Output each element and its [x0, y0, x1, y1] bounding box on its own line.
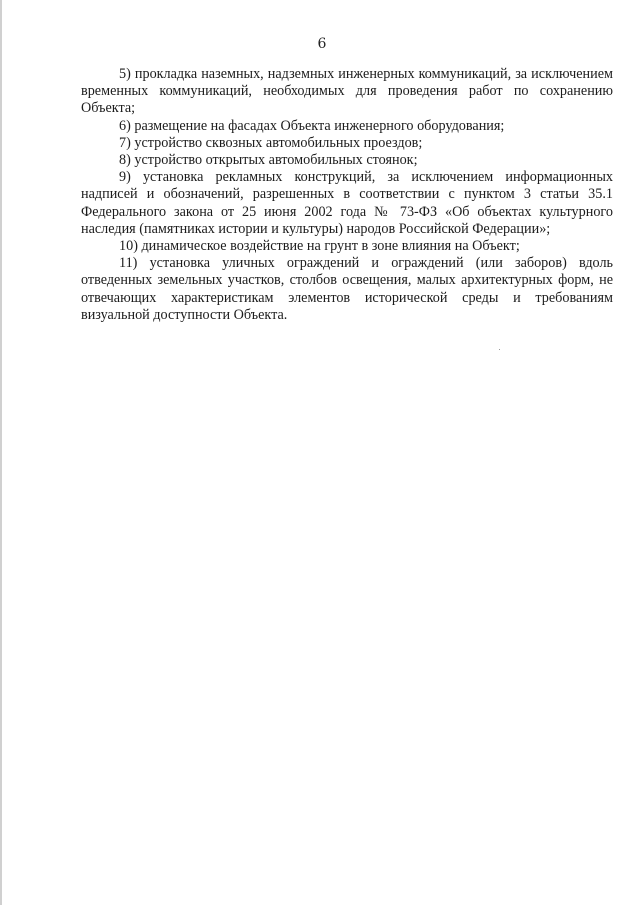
paragraph-item-7: 7) устройство сквозных автомобильных проездов; [119, 134, 423, 151]
paragraph-item-9: 9) установка рекламных конструкций, за исключением информационных надписей и обозначений, разрешенных в соответствии с пунктом 3 статьи 35.1 Федерального закона от 25 июня 2002 года № 73-ФЗ «Об объектах культурного наследия (памятниках истории и культуры) народов Российской Федерации»; [81, 169, 613, 237]
document-body [81, 66, 613, 324]
paragraph-item-6: 6) размещение на фасадах Объекта инженерного оборудования; [119, 117, 505, 134]
paragraph-item-10: 10) динамическое воздействие на грунт в зоне влияния на Объект; [119, 238, 520, 255]
scan-speck [499, 349, 500, 350]
paragraph-item-8: 8) устройство открытых автомобильных стоянок; [119, 152, 418, 169]
paragraph-item-11: 11) установка уличных ограждений и ограждений (или заборов) вдоль отведенных земельных участков, столбов освещения, малых архитектурных форм, не отвечающих характеристикам элементов исторической среды и требованиям визуальной доступности Объекта. [81, 255, 613, 323]
paragraph-item-5: 5) прокладка наземных, надземных инженерных коммуникаций, за исключением временных коммуникаций, необходимых для проведения работ по сохранению Объекта; [81, 66, 613, 117]
page-number: 6 [317, 36, 327, 52]
